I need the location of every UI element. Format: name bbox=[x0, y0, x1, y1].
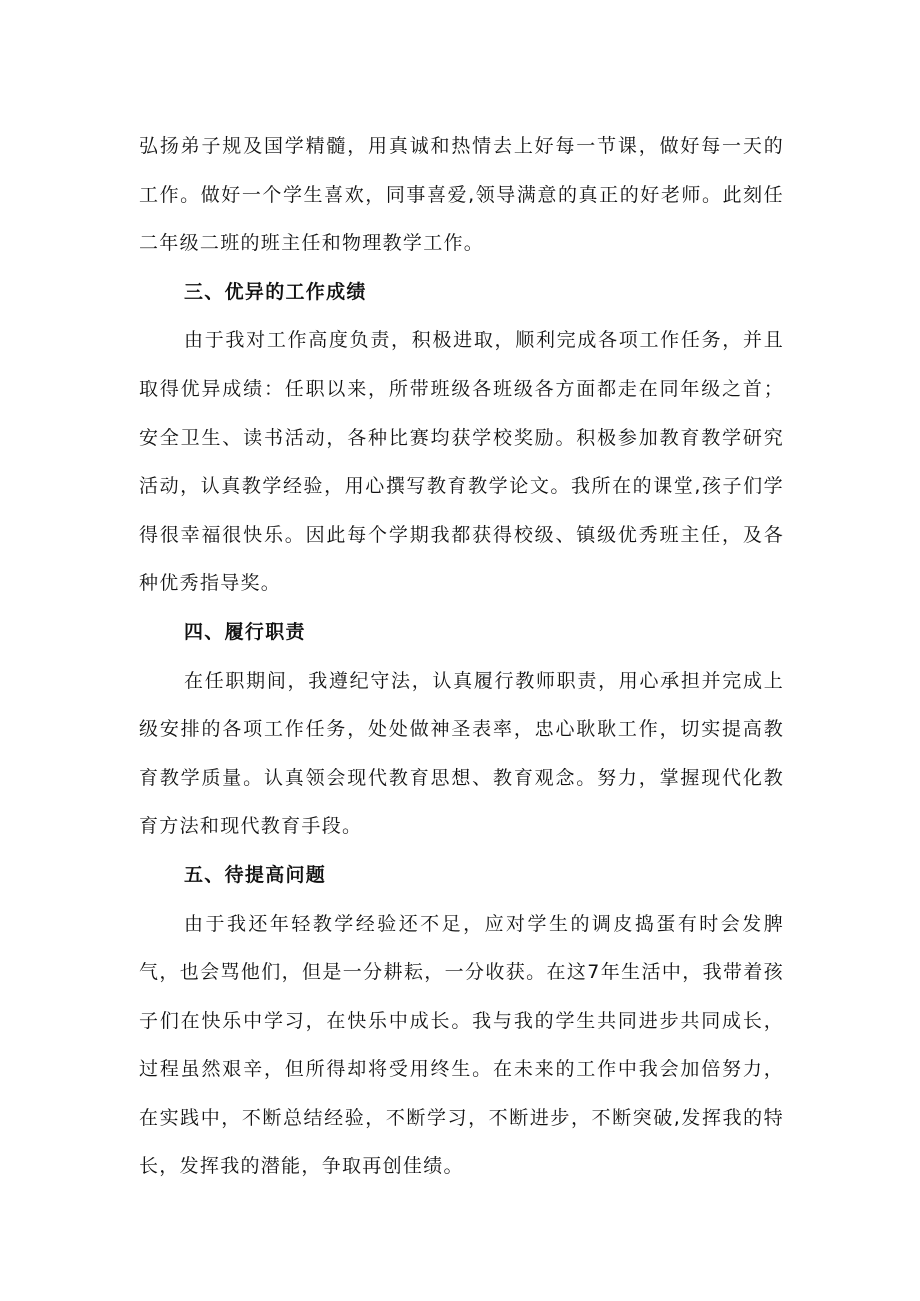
section-body-achievements: 由于我对工作高度负责，积极进取，顺利完成各项工作任务，并且取得优异成绩：任职以来，所带班级各班级各方面都走在同年级之首；安全卫生、读书活动，各种比赛均获学校奖励。积极参加教育教学研究活动，认真教学经验，用心撰写教育教学论文。我所在的课堂,孩子们学得很幸福很快乐。因此每个学期我都获得校级、镇级优秀班主任，及各种优秀指导奖。 bbox=[139, 329, 784, 595]
intro-paragraph: 弘扬弟子规及国学精髓，用真诚和热情去上好每一节课，做好每一天的工作。做好一个学生喜欢，同事喜爱,领导满意的真正的好老师。此刻任二年级二班的班主任和物理教学工作。 bbox=[139, 135, 784, 255]
section-heading-duties: 四、履行职责 bbox=[184, 620, 306, 643]
section-body-duties: 在任职期间，我遵纪守法，认真履行教师职责，用心承担并完成上级安排的各项工作任务，处处做神圣表率，忠心耿耿工作，切实提高教育教学质量。认真领会现代教育思想、教育观念。努力，掌握现代化教育方法和现代教育手段。 bbox=[139, 669, 784, 838]
section-heading-improvements: 五、待提高问题 bbox=[184, 863, 327, 886]
section-body-improvements: 由于我还年轻教学经验还不足，应对学生的调皮捣蛋有时会发脾气，也会骂他们，但是一分耕耘，一分收获。在这7年生活中，我带着孩子们在快乐中学习，在快乐中成长。我与我的学生共同进步共同成长，过程虽然艰辛，但所得却将受用终生。在未来的工作中我会加倍努力，在实践中，不断总结经验，不断学习，不断进步，不断突破,发挥我的特长，发挥我的潜能，争取再创佳绩。 bbox=[139, 912, 784, 1178]
document-body bbox=[139, 122, 784, 1191]
section-heading-achievements: 三、优异的工作成绩 bbox=[184, 280, 367, 303]
